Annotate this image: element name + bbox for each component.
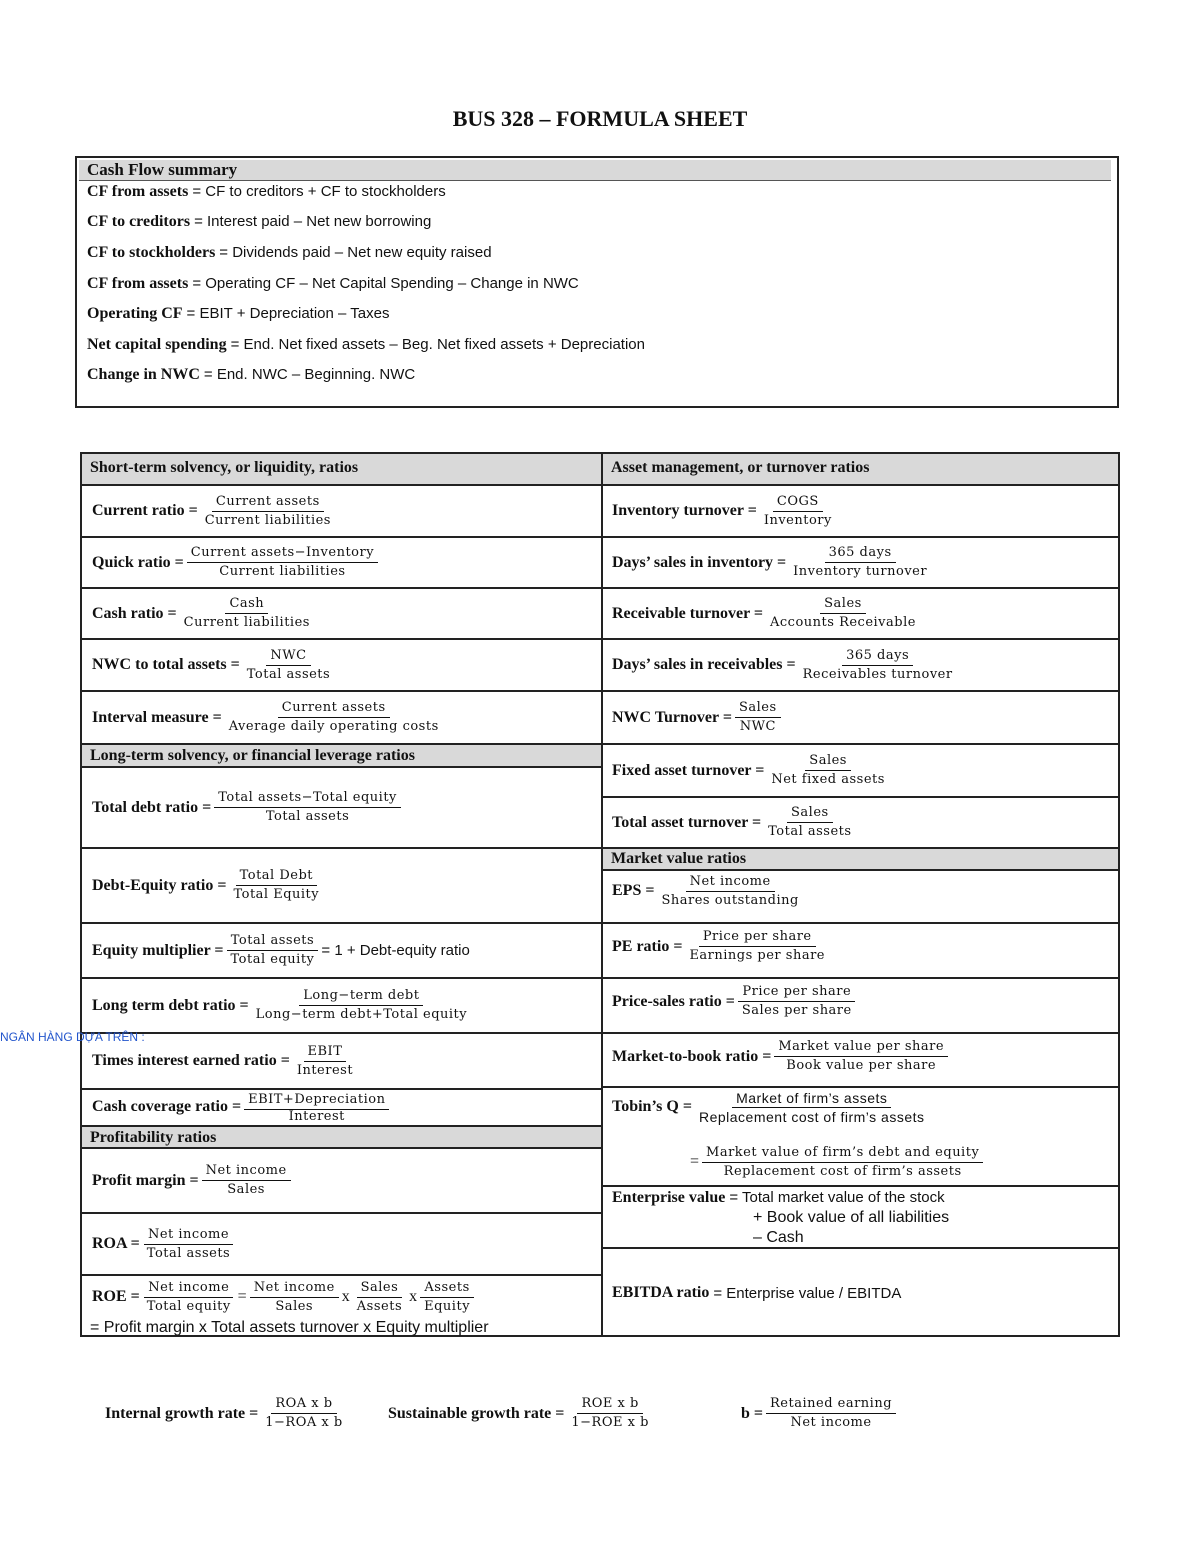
total-asset-turnover-formula: [612, 798, 859, 847]
denominator: Book value per share: [786, 1058, 937, 1073]
sustainable-growth-formula: [388, 1395, 656, 1432]
fraction: [766, 595, 920, 632]
cf-line: [87, 183, 446, 201]
denominator: Total assets: [246, 666, 331, 682]
numerator: 365 days: [825, 544, 896, 563]
equals-sign: =: [237, 1288, 247, 1305]
cf-label: Net capital spending: [87, 336, 227, 353]
denominator: Total equity: [146, 1298, 231, 1314]
cf-line: [87, 305, 389, 323]
formula-label: Quick ratio =: [92, 553, 184, 571]
numerator: Current assets−Inventory: [187, 544, 378, 563]
cf-label: Operating CF: [87, 305, 183, 322]
formula-label: Days’ sales in receivables =: [612, 656, 796, 673]
numerator: Sales: [357, 1279, 403, 1298]
numerator: EBIT+Depreciation: [244, 1091, 389, 1110]
fraction: [353, 1279, 406, 1316]
denominator: Interest: [288, 1108, 345, 1124]
numerator: ROE x b: [577, 1395, 642, 1414]
nwc-turnover-formula: [612, 692, 784, 743]
nwc-total-assets-formula: [92, 640, 337, 690]
watermark-text: NGÂN HÀNG DỰA TRÊN :: [0, 1030, 145, 1044]
denominator: Equity: [424, 1298, 471, 1314]
denominator: Total assets: [768, 824, 852, 839]
formula-label: b =: [741, 1404, 764, 1422]
current-ratio-formula: [92, 486, 338, 536]
row-divider: [82, 743, 601, 745]
formula-tail: = 1 + Debt-equity ratio: [321, 942, 470, 959]
denominator: Replacement cost of firm’s assets: [723, 1163, 962, 1179]
denominator: Net fixed assets: [771, 772, 885, 787]
fraction: [243, 647, 334, 684]
formula-label: Fixed asset turnover =: [612, 761, 765, 779]
denominator: Assets: [356, 1298, 403, 1314]
fraction: [420, 1279, 474, 1316]
denominator: Total assets: [265, 809, 350, 824]
tobins-q-formula: [612, 1088, 932, 1126]
fraction: [180, 595, 314, 632]
tobins-q-alt-formula: [690, 1142, 986, 1182]
profitability-header: Profitability ratios: [82, 1127, 601, 1148]
formula-label: Total debt ratio =: [92, 798, 212, 816]
ev-line: = Total market value of the stock: [729, 1189, 945, 1206]
denominator: Inventory turnover: [793, 564, 928, 579]
formula-label: NWC to total assets =: [92, 656, 240, 673]
numerator: Net income: [686, 873, 775, 892]
numerator: Market value of firm’s debt and equity: [702, 1144, 983, 1163]
denominator: 1−ROA x b: [265, 1415, 343, 1430]
roe-decomposition: = Profit margin x Total assets turnover x Equity multiplier: [90, 1319, 489, 1336]
denominator: Current liabilities: [183, 615, 310, 630]
formula-label: Tobin’s Q =: [612, 1098, 692, 1115]
cf-label: CF from assets: [87, 275, 189, 292]
numerator: Price per share: [738, 983, 855, 1002]
inventory-turnover-formula: [612, 486, 839, 536]
fraction: [143, 1226, 234, 1263]
denominator: Current liabilities: [204, 512, 331, 528]
market-to-book-formula: [612, 1034, 951, 1079]
cf-text: = End. Net fixed assets – Beg. Net fixed assets + Depreciation: [230, 336, 645, 353]
numerator: Sales: [820, 595, 866, 614]
numerator: 365 days: [842, 647, 913, 666]
formula-label: Interval measure =: [92, 708, 222, 726]
row-divider: [603, 847, 1118, 849]
cash-ratio-formula: [92, 589, 317, 638]
cf-label: CF to creditors: [87, 213, 191, 230]
denominator: Inventory: [763, 512, 832, 528]
numerator: EBIT: [304, 1043, 347, 1062]
numerator: COGS: [773, 493, 823, 512]
denominator: Net income: [790, 1415, 872, 1430]
numerator: Net income: [202, 1162, 291, 1181]
fraction: [760, 493, 836, 530]
denominator: Current liabilities: [219, 564, 346, 579]
numerator: Current assets: [278, 699, 390, 718]
short-term-header: Short-term solvency, or liquidity, ratios: [82, 454, 601, 484]
eps-formula: [612, 871, 806, 911]
numerator: Total assets−Total equity: [214, 789, 401, 808]
denominator: Interest: [296, 1062, 354, 1078]
formula-label: Debt-Equity ratio =: [92, 876, 227, 894]
numerator: Net income: [144, 1279, 233, 1298]
numerator: Market of firm’s assets: [732, 1089, 891, 1108]
formula-label: PE ratio =: [612, 937, 683, 955]
fraction: [764, 804, 855, 841]
fraction: [799, 647, 957, 684]
retention-ratio-formula: [741, 1395, 899, 1432]
denominator: Accounts Receivable: [770, 615, 916, 630]
fraction: [657, 873, 802, 910]
cf-text: = EBIT + Depreciation – Taxes: [186, 305, 390, 322]
ev-line: + Book value of all liabilities: [753, 1209, 950, 1226]
long-term-header: Long-term solvency, or financial leverage ratios: [82, 745, 601, 767]
fraction: [214, 789, 401, 826]
denominator: Receivables turnover: [802, 666, 953, 682]
formula-label: Cash coverage ratio =: [92, 1098, 242, 1115]
formula-label: Enterprise value: [612, 1189, 726, 1206]
pe-ratio-formula: [612, 924, 832, 969]
equity-multiplier-formula: [92, 924, 470, 977]
cf-line: [87, 275, 579, 293]
formula-label: Sustainable growth rate =: [388, 1404, 565, 1422]
formula-label: Current ratio =: [92, 502, 198, 519]
numerator: Cash: [225, 595, 268, 614]
formula-text: = Enterprise value / EBITDA: [713, 1284, 902, 1302]
formula-label: ROA =: [92, 1235, 140, 1252]
fraction: [143, 1279, 235, 1316]
denominator: Shares outstanding: [661, 892, 799, 908]
ratios-table: [80, 452, 1120, 1337]
formula-label: Long term debt ratio =: [92, 996, 249, 1014]
formula-label: Cash ratio =: [92, 604, 177, 622]
fraction: [685, 928, 829, 965]
denominator: Sales: [227, 1182, 265, 1197]
formula-label: Total asset turnover =: [612, 813, 762, 831]
fraction: [293, 1043, 357, 1080]
fraction: [766, 1395, 896, 1432]
formula-label: EPS =: [612, 882, 655, 899]
denominator: Total assets: [146, 1245, 231, 1261]
numerator: Sales: [735, 699, 781, 718]
numerator: ROA x b: [271, 1395, 336, 1414]
denominator: NWC: [739, 719, 776, 734]
fraction: [252, 987, 471, 1024]
page-title: BUS 328 – FORMULA SHEET: [452, 106, 748, 131]
row-divider: [603, 1185, 1118, 1187]
fraction: [202, 1162, 291, 1199]
price-sales-ratio-formula: [612, 979, 859, 1024]
receivable-turnover-formula: [612, 589, 923, 638]
denominator: Total Equity: [233, 887, 320, 902]
internal-growth-formula: [105, 1395, 350, 1432]
fraction: [225, 699, 443, 736]
cf-text: = Interest paid – Net new borrowing: [194, 213, 432, 230]
times-sign: x: [409, 1288, 418, 1305]
formula-label: Profit margin =: [92, 1171, 199, 1189]
formula-label: Times interest earned ratio =: [92, 1052, 290, 1069]
fraction: [201, 493, 335, 530]
equals-sign: =: [690, 1153, 700, 1170]
fixed-asset-turnover-formula: [612, 745, 892, 796]
fraction: [227, 932, 319, 969]
denominator: 1−ROE x b: [571, 1415, 649, 1430]
denominator: Replacement cost of firm’s assets: [698, 1108, 925, 1125]
fraction: [738, 983, 856, 1020]
cash-flow-header: Cash Flow summary: [79, 160, 1111, 181]
denominator: Sales per share: [741, 1003, 852, 1018]
roa-formula: [92, 1214, 237, 1274]
fraction: [567, 1395, 653, 1432]
formula-label: Internal growth rate =: [105, 1404, 259, 1422]
denominator: Sales: [275, 1298, 314, 1314]
total-debt-ratio-formula: [92, 768, 404, 847]
numerator: Net income: [250, 1279, 339, 1298]
days-sales-receivables-formula: [612, 640, 960, 690]
fraction: [702, 1144, 983, 1181]
fraction: [229, 867, 323, 904]
denominator: Average daily operating costs: [228, 719, 439, 734]
cf-label: CF from assets: [87, 183, 189, 200]
formula-label: Price-sales ratio =: [612, 992, 735, 1010]
denominator: Total equity: [230, 952, 315, 967]
formula-label: Equity multiplier =: [92, 941, 224, 959]
cf-line: [87, 213, 431, 231]
cf-line: [87, 244, 492, 262]
formula-label: Receivable turnover =: [612, 604, 764, 622]
cf-text: = End. NWC – Beginning. NWC: [203, 366, 416, 383]
formula-label: ROE =: [92, 1288, 140, 1305]
days-sales-inventory-formula: [612, 538, 934, 587]
fraction: [789, 544, 931, 581]
fraction: [774, 1038, 948, 1075]
numerator: Sales: [805, 752, 851, 771]
fraction: [261, 1395, 346, 1432]
cf-text: = Operating CF – Net Capital Spending – Change in NWC: [192, 275, 579, 292]
formula-label: EBITDA ratio: [612, 1284, 710, 1301]
numerator: Net income: [144, 1226, 233, 1245]
fraction: [250, 1279, 339, 1316]
profit-margin-formula: [92, 1149, 294, 1212]
long-term-debt-ratio-formula: [92, 979, 474, 1032]
cash-coverage-formula: [92, 1088, 392, 1126]
debt-equity-ratio-formula: [92, 849, 326, 922]
numerator: NWC: [266, 647, 310, 666]
cf-line: [87, 336, 645, 354]
fraction: [187, 544, 378, 581]
ebitda-ratio-formula: [612, 1249, 901, 1337]
asset-mgmt-header: Asset management, or turnover ratios: [603, 454, 1118, 484]
cash-flow-box: [75, 156, 1119, 408]
numerator: Price per share: [699, 928, 816, 947]
denominator: Long−term debt+Total equity: [255, 1007, 468, 1022]
market-header: Market value ratios: [603, 849, 1118, 869]
numerator: Long−term debt: [299, 987, 423, 1006]
enterprise-value-formula: [612, 1188, 945, 1208]
formula-label: Days’ sales in inventory =: [612, 553, 787, 571]
formula-label: Inventory turnover =: [612, 502, 757, 519]
numerator: Total assets: [227, 932, 318, 951]
numerator: Market value per share: [774, 1038, 948, 1057]
cf-text: = CF to creditors + CF to stockholders: [192, 183, 446, 200]
cf-text: = Dividends paid – Net new equity raised: [219, 244, 492, 261]
fraction: [767, 752, 889, 789]
times-sign: x: [341, 1288, 350, 1305]
quick-ratio-formula: [92, 538, 381, 587]
numerator: Total Debt: [236, 867, 317, 886]
cf-line: [87, 366, 415, 384]
formula-label: Market-to-book ratio =: [612, 1047, 772, 1065]
numerator: Sales: [787, 804, 833, 823]
cf-label: CF to stockholders: [87, 244, 216, 261]
roe-formula: [92, 1276, 477, 1318]
ev-line: – Cash: [753, 1229, 804, 1246]
interval-measure-formula: [92, 692, 446, 743]
numerator: Retained earning: [766, 1395, 896, 1414]
cf-label: Change in NWC: [87, 366, 200, 383]
numerator: Current assets: [212, 493, 324, 512]
numerator: Assets: [420, 1279, 473, 1298]
fraction: [735, 699, 781, 736]
fraction: [244, 1091, 389, 1124]
fraction: [695, 1089, 929, 1126]
formula-label: NWC Turnover =: [612, 708, 732, 726]
denominator: Earnings per share: [689, 948, 825, 963]
